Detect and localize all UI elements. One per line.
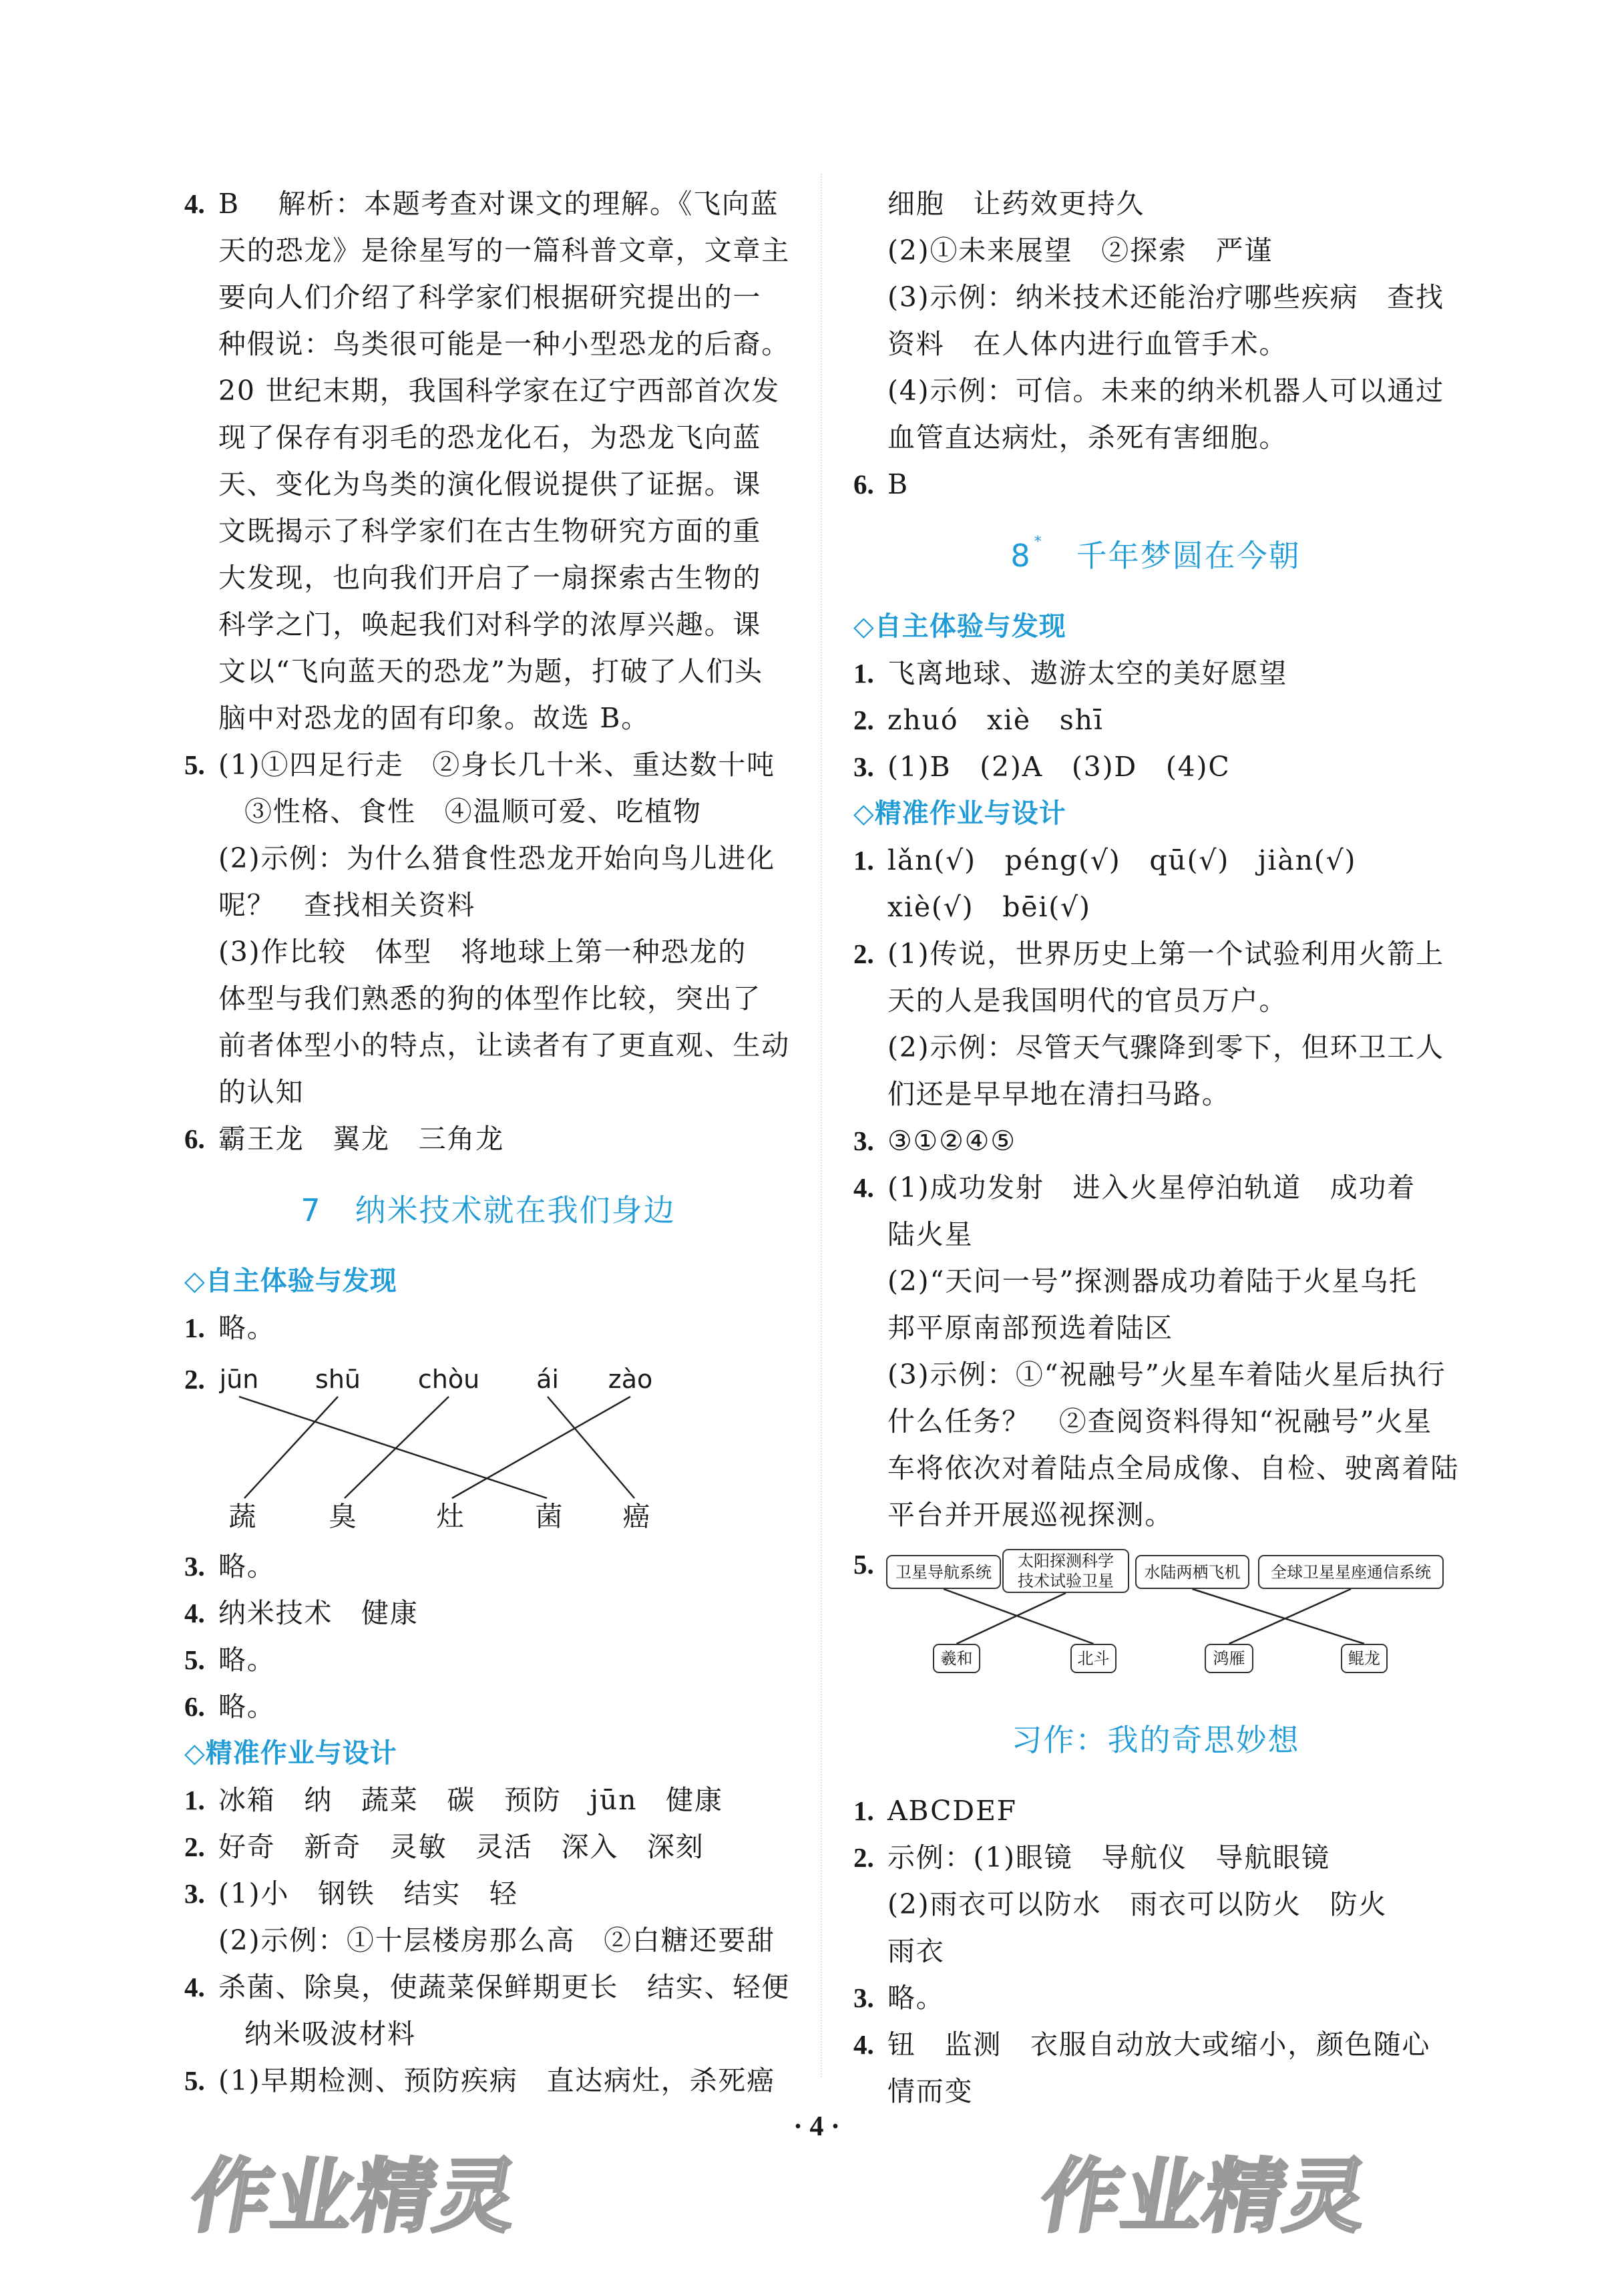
answer-line: 杀菌、除臭，使蔬菜保鲜期更长 结实、轻便 <box>218 1971 790 2003</box>
item-number: 5. <box>184 2065 205 2096</box>
lesson-title-text: 习作：我的奇思妙想 <box>1011 1722 1300 1758</box>
answer-item <box>184 1870 792 1964</box>
lesson-mark: * <box>1034 534 1043 550</box>
section-header: ◇自主体验与发现 <box>853 611 1066 642</box>
watermark: 作业精灵 <box>183 2151 526 2244</box>
right-column <box>853 180 1458 2115</box>
answer-line: 陆火星 <box>887 1218 974 1250</box>
pinyin-label: ái <box>536 1365 559 1394</box>
character-label: 臭 <box>329 1500 357 1533</box>
answer-item <box>853 2021 1458 2115</box>
answer-line: lǎn(√) péng(√) qū(√) jiàn(√) <box>887 844 1357 876</box>
answer-line: 什么任务？ ②查阅资料得知“祝融号”火星 <box>887 1405 1432 1437</box>
answer-line: (1)成功发射 进入火星停泊轨道 成功着 <box>887 1172 1416 1204</box>
answer-line: xiè(√) bēi(√) <box>887 891 1091 923</box>
answer-line: (1)①四足行走 ②身长几十米、重达数十吨 <box>218 749 775 781</box>
answer-line: 平台并开展巡视探测。 <box>887 1499 1173 1531</box>
answer-line: 车将依次对着陆点全局成像、自检、驶离着陆 <box>887 1452 1459 1484</box>
item-number: 3. <box>853 1125 874 1156</box>
item-number: 2. <box>853 1842 874 1873</box>
answer-line: 钮 监测 衣服自动放大或缩小，颜色随心 <box>887 2028 1431 2061</box>
technology-box: 水陆两栖飞机 <box>1135 1555 1249 1589</box>
item-number: 1. <box>853 658 874 689</box>
match-line <box>345 1397 449 1498</box>
answer-line: 略。 <box>218 1691 276 1723</box>
answer-line: 略。 <box>218 1312 276 1344</box>
answer-line: 呢？ 查找相关资料 <box>218 889 476 921</box>
character-label: 蔬 <box>228 1500 256 1533</box>
answer-line: 科学之门，唤起我们对科学的浓厚兴趣。课 <box>218 608 762 641</box>
item-number: 3. <box>184 1878 205 1909</box>
answer-line: 纳米技术 健康 <box>218 1597 419 1629</box>
lesson-title-text: 纳米技术就在我们身边 <box>355 1192 676 1228</box>
answer-item <box>184 1543 792 1590</box>
watermark: 作业精灵 <box>1033 2151 1376 2244</box>
pinyin-label: zào <box>608 1365 653 1394</box>
item-number: 1. <box>184 1312 205 1343</box>
item-number: 5. <box>184 749 205 780</box>
answer-item <box>184 741 792 1115</box>
name-box: 鸿雁 <box>1205 1644 1253 1673</box>
character-label: 灶 <box>436 1500 464 1533</box>
box-matching-diagram <box>853 1538 1458 1692</box>
answer-item <box>184 1777 792 1823</box>
answer-line: 细胞 让药效更持久 <box>887 188 1145 220</box>
match-line <box>944 1589 1094 1644</box>
pinyin-label: jūn <box>219 1365 259 1394</box>
lesson-number: 8 <box>1010 538 1032 574</box>
answer-line: 大发现，也向我们开启了一扇探索古生物的 <box>218 562 762 594</box>
answer-item <box>853 1117 1458 1164</box>
answer-line: ③性格、食性 ④温顺可爱、吃植物 <box>244 796 702 828</box>
page-number: · 4 · <box>793 2111 840 2142</box>
answer-item <box>184 1964 792 2057</box>
answer-line: (3)示例：纳米技术还能治疗哪些疾病 查找 <box>887 281 1444 313</box>
answer-line: 略。 <box>218 1644 276 1676</box>
answer-line: 前者体型小的特点，让读者有了更直观、生动 <box>218 1029 790 1061</box>
answer-item <box>853 1974 1458 2021</box>
matching-lines <box>184 1351 785 1543</box>
answer-line: (2)“天问一号”探测器成功着陆于火星乌托 <box>887 1265 1418 1297</box>
answer-line: 好奇 新奇 灵敏 灵活 深入 深刻 <box>218 1831 704 1863</box>
answer-item <box>853 1834 1458 1974</box>
item-number: 1. <box>853 1795 874 1826</box>
answer-line: (1)早期检测、预防疾病 直达病灶，杀死癌 <box>218 2065 775 2097</box>
item-number: 6. <box>184 1691 205 1722</box>
answer-item <box>853 1164 1458 1538</box>
answer-item <box>184 1683 792 1730</box>
item-number: 4. <box>184 188 205 219</box>
answer-item <box>853 743 1458 790</box>
answer-line: 飞离地球、遨游太空的美好愿望 <box>887 657 1288 689</box>
answer-line: 冰箱 纳 蔬菜 碳 预防 jūn 健康 <box>218 1784 723 1816</box>
answer-item <box>184 1590 792 1636</box>
answer-line: (3)示例：①“祝融号”火星车着陆火星后执行 <box>887 1359 1446 1391</box>
item-number: 4. <box>853 1172 874 1203</box>
answer-item <box>853 1787 1458 1834</box>
item-number: 2. <box>184 1831 205 1862</box>
technology-box: 卫星导航系统 <box>886 1555 1001 1589</box>
pinyin-label: shū <box>315 1365 361 1394</box>
answer-line: 资料 在人体内进行血管手术。 <box>887 328 1288 360</box>
answer-line: 要向人们介绍了科学家们根据研究提出的一 <box>218 281 762 313</box>
answer-item <box>853 461 1458 508</box>
answer-line: 天、变化为鸟类的演化假说提供了证据。课 <box>218 468 762 500</box>
answer-line: 邦平原南部预选着陆区 <box>887 1312 1173 1344</box>
answer-line: (3)作比较 体型 将地球上第一种恐龙的 <box>218 936 747 968</box>
answer-line: 略。 <box>887 1982 945 2014</box>
item-number: 5. <box>184 1644 205 1675</box>
item-number: 2. <box>853 938 874 969</box>
answer-line: 们还是早早地在清扫马路。 <box>887 1078 1231 1110</box>
answer-line: B 解析：本题考查对课文的理解。《飞向蓝 <box>218 188 779 220</box>
character-label: 菌 <box>535 1500 563 1533</box>
answer-line: 的认知 <box>218 1076 304 1108</box>
item-number: 6. <box>853 469 874 500</box>
section-header: ◇精准作业与设计 <box>184 1738 397 1769</box>
answer-item <box>184 1304 792 1351</box>
match-line <box>1193 1589 1365 1644</box>
answer-line: 20 世纪末期，我国科学家在辽宁西部首次发 <box>218 375 781 407</box>
answer-line: 文以“飞向蓝天的恐龙”为题，打破了人们头 <box>218 655 763 687</box>
answer-item <box>853 930 1458 1117</box>
item-number: 3. <box>853 1982 874 2013</box>
technology-box: 太阳探测科学技术试验卫星 <box>1002 1549 1129 1593</box>
item-number: 2. <box>853 705 874 735</box>
answer-line: (1)B (2)A (3)D (4)C <box>887 751 1231 783</box>
answer-item <box>184 180 792 741</box>
lesson-title <box>853 522 1458 589</box>
match-line <box>1229 1589 1352 1644</box>
item-number: 1. <box>184 1785 205 1815</box>
pinyin-label: chòu <box>417 1365 480 1394</box>
item-number: 4. <box>853 2029 874 2060</box>
lesson-number: 7 <box>300 1192 322 1228</box>
answer-line: B <box>887 468 909 500</box>
answer-line: 雨衣 <box>887 1935 945 1967</box>
match-line <box>244 1397 338 1498</box>
lesson-title-text: 千年梦圆在今朝 <box>1076 538 1301 574</box>
answer-line: ABCDEF <box>887 1795 1017 1827</box>
answer-line: (2)示例：①十层楼房那么高 ②白糖还要甜 <box>218 1924 775 1956</box>
match-line <box>548 1397 634 1498</box>
pinyin-matching-diagram <box>184 1351 792 1543</box>
technology-box: 全球卫星星座通信系统 <box>1258 1555 1444 1589</box>
left-column <box>184 180 792 2104</box>
item-number: 4. <box>184 1972 205 2002</box>
answer-line: 脑中对恐龙的固有印象。故选 B。 <box>218 702 650 734</box>
character-label: 癌 <box>622 1500 650 1533</box>
answer-item <box>853 697 1458 743</box>
match-line <box>239 1397 547 1498</box>
answer-line: 血管直达病灶，杀死有害细胞。 <box>887 421 1288 454</box>
item-number: 2. <box>184 1364 205 1395</box>
answer-line: zhuó xiè shī <box>887 704 1104 736</box>
answer-item <box>184 2057 792 2104</box>
answer-item <box>184 1823 792 1870</box>
name-box: 北斗 <box>1070 1644 1116 1673</box>
section-header: ◇精准作业与设计 <box>853 798 1066 829</box>
item-number: 5. <box>853 1549 874 1580</box>
answer-line: 情而变 <box>887 2075 974 2107</box>
answer-line: 示例：(1)眼镜 导航仪 导航眼镜 <box>887 1841 1330 1874</box>
answer-item <box>853 180 1458 461</box>
answer-line: (2)示例：为什么猎食性恐龙开始向鸟儿进化 <box>218 842 775 874</box>
answer-item <box>184 1115 792 1162</box>
answer-line: 种假说：鸟类很可能是一种小型恐龙的后裔。 <box>218 328 790 360</box>
item-number: 4. <box>184 1598 205 1628</box>
lesson-title <box>853 1707 1458 1773</box>
answer-line: 体型与我们熟悉的狗的体型作比较，突出了 <box>218 983 762 1015</box>
item-number: 1. <box>853 845 874 876</box>
column-divider <box>821 174 822 2077</box>
answer-line: (2)雨衣可以防水 雨衣可以防火 防火 <box>887 1888 1388 1920</box>
item-number: 3. <box>853 751 874 782</box>
lesson-title <box>184 1177 792 1244</box>
answer-line: 霸王龙 翼龙 三角龙 <box>218 1123 504 1155</box>
answer-line: 现了保存有羽毛的恐龙化石，为恐龙飞向蓝 <box>218 421 762 454</box>
answer-item <box>853 650 1458 697</box>
section-header: ◇自主体验与发现 <box>184 1266 397 1296</box>
answer-line: 天的人是我国明代的官员万户。 <box>887 985 1288 1017</box>
answer-item <box>853 837 1458 930</box>
answer-line: (2)示例：尽管天气骤降到零下，但环卫工人 <box>887 1031 1444 1063</box>
answer-line: 文既揭示了科学家们在古生物研究方面的重 <box>218 515 762 547</box>
answer-line: (4)示例：可信。未来的纳米机器人可以通过 <box>887 375 1444 407</box>
name-box: 鲲龙 <box>1341 1644 1388 1673</box>
item-number: 6. <box>184 1123 205 1154</box>
answer-item <box>184 1636 792 1683</box>
answer-line: 纳米吸波材料 <box>244 2018 416 2050</box>
answer-line: 天的恐龙》是徐星写的一篇科普文章，文章主 <box>218 234 790 267</box>
match-line <box>452 1397 630 1498</box>
answer-line: ③①②④⑤ <box>887 1125 1016 1157</box>
answer-line: (1)传说，世界历史上第一个试验利用火箭上 <box>887 938 1444 970</box>
answer-line: 略。 <box>218 1550 276 1582</box>
item-number: 3. <box>184 1551 205 1582</box>
answer-line: (2)①未来展望 ②探索 严谨 <box>887 234 1273 267</box>
name-box: 羲和 <box>933 1644 980 1673</box>
answer-line: (1)小 钢铁 结实 轻 <box>218 1878 518 1910</box>
